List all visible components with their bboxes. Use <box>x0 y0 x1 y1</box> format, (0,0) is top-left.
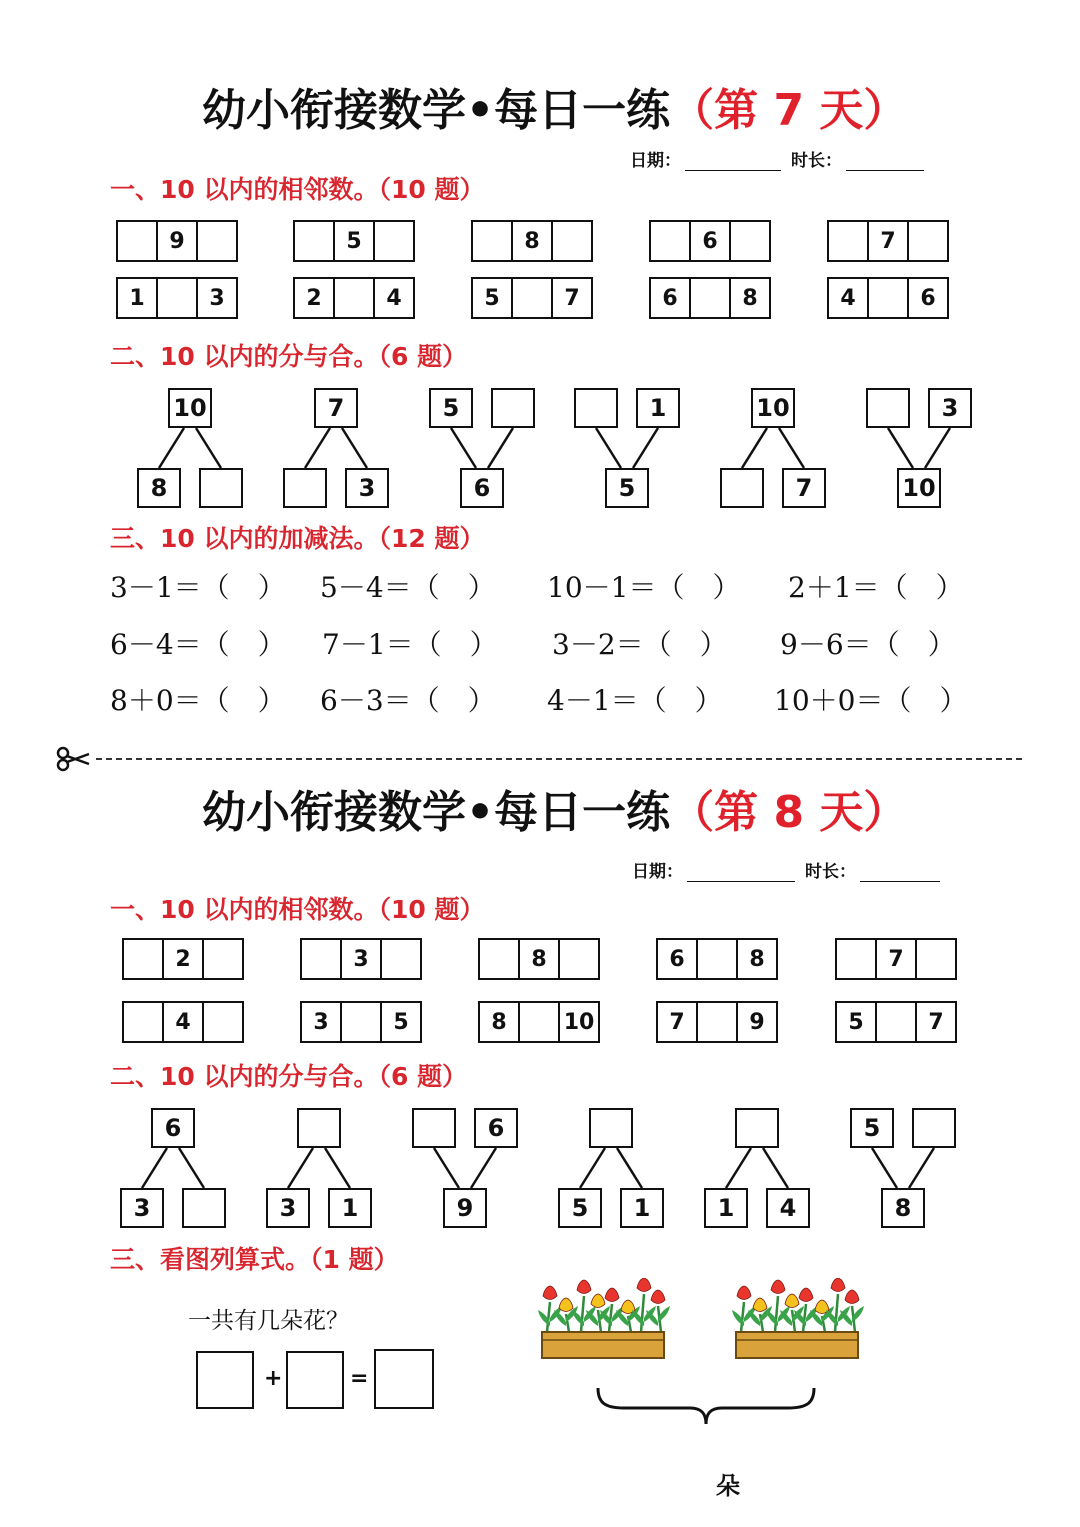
neighbor-strip <box>649 277 771 319</box>
connector-line <box>726 1148 751 1188</box>
given-number-cell: 7 <box>551 277 593 319</box>
given-number-cell: 5 <box>380 1001 422 1043</box>
given-number-cell: 4 <box>827 277 869 319</box>
section-heading-split-merge: 二、10 以内的分与合。（6 题） <box>110 1062 468 1091</box>
plus-sign: + <box>264 1366 283 1391</box>
answer-cell[interactable] <box>340 1001 382 1043</box>
answer-cell[interactable] <box>915 938 957 980</box>
equation[interactable]: 8＋0＝（ ） <box>110 684 286 717</box>
neighbor-strip <box>656 1001 778 1043</box>
neighbor-strip <box>300 938 422 980</box>
connector-line <box>434 1148 459 1188</box>
scissors-icon <box>56 744 90 774</box>
bond-part-box: 8 <box>137 468 181 508</box>
given-number-cell: 8 <box>729 277 771 319</box>
equation[interactable]: 10－1＝（ ） <box>547 571 741 604</box>
given-number-cell: 6 <box>689 220 731 262</box>
bond-part-box[interactable] <box>866 388 910 428</box>
given-number-cell: 6 <box>907 277 949 319</box>
answer-box-addend-2[interactable] <box>286 1351 344 1409</box>
given-number-cell: 9 <box>156 220 198 262</box>
answer-cell[interactable] <box>827 220 869 262</box>
duration-blank[interactable] <box>846 152 924 171</box>
page-title-day7 <box>202 84 907 138</box>
connector-line <box>342 428 367 468</box>
given-number-cell: 8 <box>478 1001 520 1043</box>
bond-whole-box: 6 <box>460 468 504 508</box>
bond-part-box[interactable] <box>199 468 243 508</box>
given-number-cell: 8 <box>518 938 560 980</box>
given-number-cell: 8 <box>736 938 778 980</box>
given-number-cell: 1 <box>116 277 158 319</box>
neighbor-strip <box>478 1001 600 1043</box>
equation[interactable]: 6－3＝（ ） <box>320 684 496 717</box>
connector-line <box>142 1148 167 1188</box>
bond-part-box: 1 <box>620 1188 664 1228</box>
meta-day8 <box>632 857 950 882</box>
answer-cell[interactable] <box>333 277 375 319</box>
connector-line <box>451 428 476 468</box>
page-title-day8 <box>202 786 907 840</box>
bond-part-box[interactable] <box>283 468 327 508</box>
given-number-cell: 8 <box>511 220 553 262</box>
answer-cell[interactable] <box>116 220 158 262</box>
brace-icon <box>594 1384 818 1432</box>
given-number-cell: 2 <box>293 277 335 319</box>
equation[interactable]: 9－6＝（ ） <box>780 628 956 661</box>
bond-whole-box: 10 <box>168 388 212 428</box>
answer-cell[interactable] <box>202 1001 244 1043</box>
connector-line <box>596 428 621 468</box>
bond-whole-box[interactable] <box>735 1108 779 1148</box>
bond-part-box: 3 <box>928 388 972 428</box>
bond-part-box[interactable] <box>182 1188 226 1228</box>
neighbor-strip <box>116 277 238 319</box>
bond-part-box: 3 <box>120 1188 164 1228</box>
answer-cell[interactable] <box>696 938 738 980</box>
neighbor-strip <box>293 220 415 262</box>
given-number-cell: 10 <box>558 1001 600 1043</box>
answer-cell[interactable] <box>478 938 520 980</box>
answer-cell[interactable] <box>196 220 238 262</box>
date-label: 日期： <box>632 862 683 882</box>
answer-cell[interactable] <box>907 220 949 262</box>
answer-cell[interactable] <box>551 220 593 262</box>
answer-cell[interactable] <box>729 220 771 262</box>
duration-blank[interactable] <box>860 863 940 882</box>
connector-line <box>872 1148 897 1188</box>
given-number-cell: 3 <box>300 1001 342 1043</box>
flower-pot-icon-left <box>536 1278 670 1366</box>
answer-cell[interactable] <box>471 220 513 262</box>
connector-line <box>471 1148 496 1188</box>
neighbor-strip <box>478 938 600 980</box>
given-number-cell: 5 <box>835 1001 877 1043</box>
given-number-cell: 6 <box>656 938 698 980</box>
date-blank[interactable] <box>685 152 781 171</box>
given-number-cell: 9 <box>736 1001 778 1043</box>
equation[interactable]: 10＋0＝（ ） <box>774 684 968 717</box>
title-day: （第 8 天） <box>670 787 908 838</box>
answer-cell[interactable] <box>202 938 244 980</box>
answer-cell[interactable] <box>558 938 600 980</box>
bond-part-box[interactable] <box>574 388 618 428</box>
neighbor-strip <box>827 220 949 262</box>
given-number-cell: 7 <box>915 1001 957 1043</box>
bond-part-box[interactable] <box>720 468 764 508</box>
connector-line <box>305 428 330 468</box>
connector-line <box>633 428 658 468</box>
bond-part-box: 5 <box>558 1188 602 1228</box>
neighbor-strip <box>835 1001 957 1043</box>
connector-line <box>742 428 767 468</box>
given-number-cell: 4 <box>162 1001 204 1043</box>
section-heading-arithmetic: 三、10 以内的加减法。（12 题） <box>110 524 485 553</box>
equation[interactable]: 4－1＝（ ） <box>547 684 723 717</box>
duration-label: 时长： <box>791 151 842 171</box>
given-number-cell: 3 <box>340 938 382 980</box>
neighbor-strip <box>649 220 771 262</box>
answer-cell[interactable] <box>380 938 422 980</box>
given-number-cell: 3 <box>196 277 238 319</box>
given-number-cell: 7 <box>875 938 917 980</box>
equals-sign: = <box>350 1366 369 1391</box>
answer-cell[interactable] <box>875 1001 917 1043</box>
bond-part-box[interactable] <box>412 1108 456 1148</box>
connector-line <box>288 1148 313 1188</box>
duration-label: 时长： <box>805 862 856 882</box>
connector-line <box>179 1148 204 1188</box>
answer-cell[interactable] <box>156 277 198 319</box>
bond-whole-box: 10 <box>751 388 795 428</box>
given-number-cell: 7 <box>656 1001 698 1043</box>
given-number-cell: 5 <box>471 277 513 319</box>
title-main: 幼小衔接数学•每日一练 <box>202 787 671 838</box>
section-heading-split-merge: 二、10 以内的分与合。（6 题） <box>110 342 468 371</box>
answer-cell[interactable] <box>689 277 731 319</box>
bond-part-box: 1 <box>328 1188 372 1228</box>
bond-part-box: 3 <box>266 1188 310 1228</box>
bond-part-box[interactable] <box>912 1108 956 1148</box>
neighbor-strip <box>827 277 949 319</box>
connector-line <box>617 1148 642 1188</box>
answer-cell[interactable] <box>867 277 909 319</box>
given-number-cell: 7 <box>867 220 909 262</box>
connector-line <box>196 428 221 468</box>
connector-line <box>888 428 913 468</box>
answer-cell[interactable] <box>649 220 691 262</box>
connector-line <box>159 428 184 468</box>
date-blank[interactable] <box>687 863 795 882</box>
connector-line <box>763 1148 788 1188</box>
section-heading-picture-equation: 三、看图列算式。（1 题） <box>110 1245 399 1274</box>
given-number-cell: 5 <box>333 220 375 262</box>
answer-cell[interactable] <box>511 277 553 319</box>
bond-whole-box: 6 <box>151 1108 195 1148</box>
neighbor-strip <box>656 938 778 980</box>
answer-cell[interactable] <box>122 938 164 980</box>
neighbor-strip <box>471 277 593 319</box>
bond-part-box: 1 <box>636 388 680 428</box>
bond-whole-box: 9 <box>443 1188 487 1228</box>
bond-part-box: 7 <box>782 468 826 508</box>
given-number-cell: 4 <box>373 277 415 319</box>
cut-line <box>96 758 1022 760</box>
equation[interactable]: 3－1＝（ ） <box>110 571 286 604</box>
neighbor-strip <box>122 1001 244 1043</box>
unit-label: 朵 <box>716 1471 740 1500</box>
answer-cell[interactable] <box>373 220 415 262</box>
bond-part-box: 6 <box>474 1108 518 1148</box>
bond-whole-box[interactable] <box>297 1108 341 1148</box>
connector-line <box>488 428 513 468</box>
answer-cell[interactable] <box>518 1001 560 1043</box>
equation[interactable]: 7－1＝（ ） <box>322 628 498 661</box>
answer-box-addend-1[interactable] <box>196 1351 254 1409</box>
connector-line <box>580 1148 605 1188</box>
bond-whole-box: 8 <box>881 1188 925 1228</box>
equation[interactable]: 5－4＝（ ） <box>320 571 496 604</box>
answer-cell[interactable] <box>122 1001 164 1043</box>
neighbor-strip <box>300 1001 422 1043</box>
given-number-cell: 2 <box>162 938 204 980</box>
answer-box-sum[interactable] <box>374 1349 434 1409</box>
answer-cell[interactable] <box>300 938 342 980</box>
bond-part-box: 4 <box>766 1188 810 1228</box>
title-day: （第 7 天） <box>670 85 908 136</box>
bond-part-box[interactable] <box>491 388 535 428</box>
bond-whole-box[interactable] <box>589 1108 633 1148</box>
date-label: 日期： <box>630 151 681 171</box>
section-heading-neighbors: 一、10 以内的相邻数。（10 题） <box>110 895 485 924</box>
bond-part-box: 5 <box>429 388 473 428</box>
bond-part-box: 3 <box>345 468 389 508</box>
neighbor-strip <box>122 938 244 980</box>
answer-cell[interactable] <box>835 938 877 980</box>
connector-line <box>325 1148 350 1188</box>
bond-whole-box: 10 <box>897 468 941 508</box>
equation[interactable]: 2＋1＝（ ） <box>788 571 964 604</box>
bond-whole-box: 7 <box>314 388 358 428</box>
neighbor-strip <box>471 220 593 262</box>
answer-cell[interactable] <box>293 220 335 262</box>
neighbor-strip <box>116 220 238 262</box>
neighbor-strip <box>293 277 415 319</box>
given-number-cell: 6 <box>649 277 691 319</box>
meta-day7 <box>630 146 934 171</box>
equation[interactable]: 3－2＝（ ） <box>552 628 728 661</box>
bond-part-box: 1 <box>704 1188 748 1228</box>
flower-pot-icon-right <box>730 1278 864 1366</box>
answer-cell[interactable] <box>696 1001 738 1043</box>
connector-line <box>925 428 950 468</box>
equation[interactable]: 6－4＝（ ） <box>110 628 286 661</box>
neighbor-strip <box>835 938 957 980</box>
title-main: 幼小衔接数学•每日一练 <box>202 85 671 136</box>
question-text: 一共有几朵花？ <box>188 1308 349 1334</box>
bond-whole-box: 5 <box>605 468 649 508</box>
section-heading-neighbors: 一、10 以内的相邻数。（10 题） <box>110 175 485 204</box>
bond-part-box: 5 <box>850 1108 894 1148</box>
connector-line <box>779 428 804 468</box>
connector-line <box>909 1148 934 1188</box>
